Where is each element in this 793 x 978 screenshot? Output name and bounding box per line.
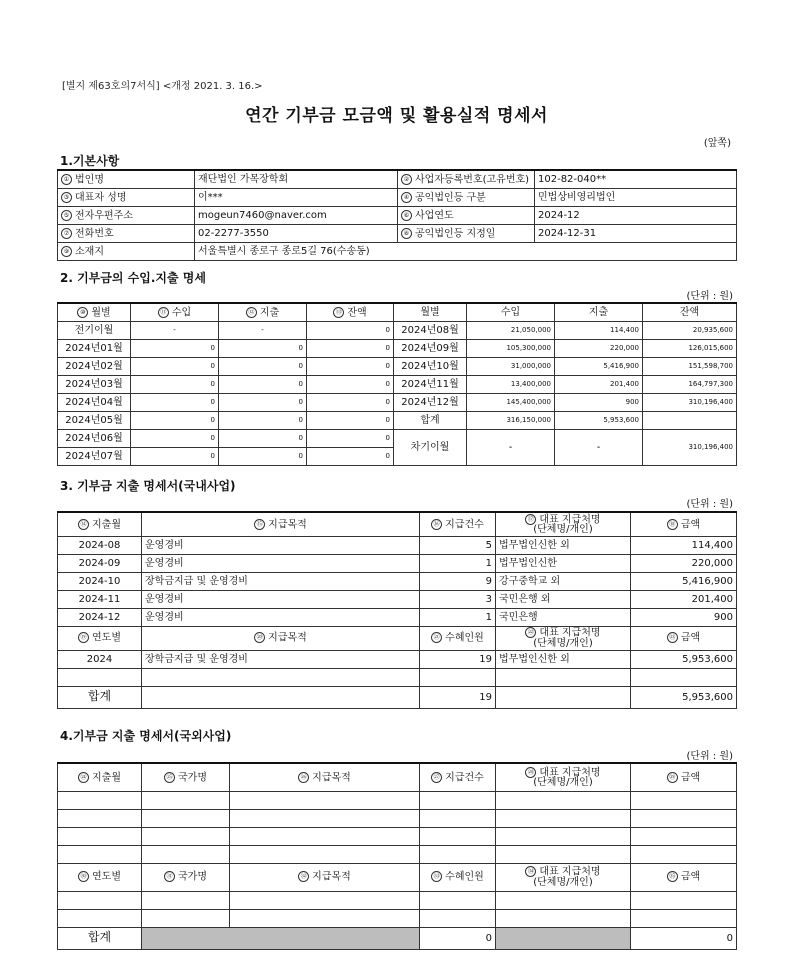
circled-number: ④ <box>401 192 412 203</box>
balance-cell: 310,196,400 <box>643 394 737 412</box>
month-cell: 2024-08 <box>58 536 142 554</box>
balance-cell: 0 <box>307 376 394 394</box>
expense-cell: 0 <box>219 430 307 448</box>
purpose-header <box>142 512 420 536</box>
circled-number: ㉗ <box>431 772 442 783</box>
month-cell: 2024년01월 <box>58 340 131 358</box>
balance-cell: 0 <box>307 322 394 340</box>
header-label: 지급건수 <box>445 772 484 783</box>
label-text: 사업자등록번호(고유번호) <box>415 174 530 186</box>
income-cell: - <box>467 430 555 466</box>
expense-cell: 900 <box>555 394 643 412</box>
overseas-expense-table <box>57 762 737 950</box>
circled-number: ② <box>401 174 412 185</box>
month-header <box>58 763 142 791</box>
amount-header <box>631 512 737 536</box>
recipient-cell: 국민은행 외 <box>496 590 631 608</box>
month-cell: 2024년04월 <box>58 394 131 412</box>
circled-number: ⑲ <box>78 632 89 643</box>
purpose-cell: 운영경비 <box>142 536 420 554</box>
year-header <box>58 863 142 891</box>
circled-number: ⑰ <box>525 514 536 525</box>
info-value: mogeun7460@naver.com <box>195 207 398 225</box>
circled-number: ㉛ <box>164 871 175 882</box>
info-row <box>58 207 737 225</box>
info-value: 재단법인 가목장학회 <box>195 170 398 189</box>
unit-label-4: (단위 : 원) <box>686 751 733 762</box>
circled-number: ㉓ <box>667 632 678 643</box>
country-header <box>142 863 230 891</box>
month-cell: 2024년05월 <box>58 412 131 430</box>
header-label: 금액 <box>680 519 701 530</box>
header-label: 대표 지급처명 <box>539 866 601 878</box>
header-label: 지출월 <box>92 772 121 783</box>
circled-number: ⑱ <box>667 519 678 530</box>
circled-number: ㉞ <box>525 866 536 877</box>
header-label: 금액 <box>680 632 701 644</box>
circled-number: ⑫ <box>246 307 257 318</box>
info-row <box>58 189 737 207</box>
amount-header <box>631 863 737 891</box>
empty-row <box>58 791 737 809</box>
income-cell: 0 <box>131 430 219 448</box>
income-cell: 316,150,000 <box>467 412 555 430</box>
header-label: 금액 <box>680 871 701 883</box>
empty-row <box>58 845 737 863</box>
header-row <box>58 303 737 322</box>
total-count: 19 <box>420 686 496 708</box>
amount-cell: 220,000 <box>631 554 737 572</box>
month-cell: 2024년09월 <box>394 340 467 358</box>
circled-number: ⑦ <box>61 228 72 239</box>
expense-row <box>58 554 737 572</box>
purpose-cell: 장학금지급 및 운영경비 <box>142 650 420 668</box>
header-row <box>58 626 737 650</box>
balance-header <box>307 303 394 322</box>
expense-header: 지출 <box>555 303 643 322</box>
label-text: 소재지 <box>75 246 104 258</box>
circled-number: ㉒ <box>525 627 536 638</box>
count-cell: 19 <box>420 650 496 668</box>
month-row <box>58 340 737 358</box>
income-cell: 105,300,000 <box>467 340 555 358</box>
info-label <box>58 207 195 225</box>
expense-cell: 0 <box>219 448 307 466</box>
info-label <box>398 170 535 189</box>
balance-header: 잔액 <box>643 303 737 322</box>
amount-cell: 5,953,600 <box>631 650 737 668</box>
header-label: 대표 지급처명 <box>539 627 601 639</box>
purpose-cell: 운영경비 <box>142 590 420 608</box>
label-text: 공익법인등 지정일 <box>415 228 496 240</box>
header-label: 지출월 <box>92 519 121 530</box>
document-title: 연간 기부금 모금액 및 활용실적 명세서 <box>245 106 548 126</box>
recipient-header <box>496 863 631 891</box>
header-label: 대표 지급처명 <box>539 767 601 778</box>
amount-header <box>631 626 737 650</box>
income-cell: 0 <box>131 340 219 358</box>
expense-cell: 201,400 <box>555 376 643 394</box>
beneficiary-header <box>420 863 496 891</box>
circled-number: ⑤ <box>61 210 72 221</box>
unit-label-2: (단위 : 원) <box>686 291 733 302</box>
balance-cell: 0 <box>307 412 394 430</box>
recipient-header <box>496 512 631 536</box>
month-cell: 2024-10 <box>58 572 142 590</box>
balance-cell: 20,935,600 <box>643 322 737 340</box>
purpose-cell: 운영경비 <box>142 554 420 572</box>
count-header <box>420 512 496 536</box>
count-header <box>420 763 496 791</box>
label-text: 대표자 성명 <box>75 192 127 204</box>
expense-cell: - <box>219 322 307 340</box>
month-cell: 2024년07월 <box>58 448 131 466</box>
shaded-cell <box>496 927 631 949</box>
expense-cell: 220,000 <box>555 340 643 358</box>
count-cell: 9 <box>420 572 496 590</box>
header-label: (단체명/개인) <box>533 777 593 788</box>
header-label: 연도별 <box>92 632 121 644</box>
expense-row <box>58 572 737 590</box>
month-header <box>58 303 131 322</box>
purpose-header <box>142 626 420 650</box>
total-row <box>58 927 737 949</box>
beneficiary-header <box>420 626 496 650</box>
circled-number: ⑳ <box>254 632 265 643</box>
total-amount: 0 <box>631 927 737 949</box>
header-label: 지급목적 <box>312 871 351 883</box>
label-text: 법인명 <box>75 174 104 186</box>
month-cell: 2024년02월 <box>58 358 131 376</box>
circled-number: ⑩ <box>77 307 88 318</box>
month-row <box>58 322 737 340</box>
amount-cell: 900 <box>631 608 737 626</box>
income-cell: 0 <box>131 394 219 412</box>
info-row <box>58 170 737 189</box>
info-value: 민법상비영리법인 <box>535 189 737 207</box>
total-count: 0 <box>420 927 496 949</box>
header-label: 금액 <box>680 772 701 783</box>
info-label <box>398 207 535 225</box>
month-header <box>58 512 142 536</box>
header-row <box>58 512 737 536</box>
shaded-cell <box>142 927 420 949</box>
income-header: 수입 <box>467 303 555 322</box>
info-value: 2024-12 <box>535 207 737 225</box>
income-cell: 0 <box>131 412 219 430</box>
circled-number: ③ <box>61 192 72 203</box>
expense-row <box>58 608 737 626</box>
header-label: 지급건수 <box>445 519 484 530</box>
recipient-cell: 강구중학교 외 <box>496 572 631 590</box>
header-label: (단체명/개인) <box>533 637 593 649</box>
balance-cell: 0 <box>307 358 394 376</box>
year-cell: 2024 <box>58 650 142 668</box>
form-number: [별지 제63호의7서식] <개정 2021. 3. 16.> <box>62 81 263 92</box>
month-cell: 2024-12 <box>58 608 142 626</box>
expense-cell: 0 <box>219 376 307 394</box>
expense-cell: 114,400 <box>555 322 643 340</box>
empty-row <box>58 827 737 845</box>
header-label: 수혜인원 <box>445 632 484 644</box>
header-label: 수혜인원 <box>445 871 484 883</box>
circled-number: ㉖ <box>298 772 309 783</box>
total-label: 합계 <box>58 927 142 949</box>
header-row <box>58 863 737 891</box>
circled-number: ⑭ <box>78 519 89 530</box>
country-header <box>142 763 230 791</box>
income-cell: 0 <box>131 376 219 394</box>
label-text: 전화번호 <box>75 228 114 240</box>
circled-number: ⑨ <box>61 246 72 257</box>
section1-title: 1.기본사항 <box>60 154 120 168</box>
year-row <box>58 650 737 668</box>
total-row <box>58 686 737 708</box>
empty-row <box>58 809 737 827</box>
circled-number: ⑬ <box>333 307 344 318</box>
empty-row <box>58 668 737 686</box>
empty-row <box>58 891 737 909</box>
header-label: 국가명 <box>178 871 207 883</box>
circled-number: ⑪ <box>158 307 169 318</box>
info-label <box>58 170 195 189</box>
info-row <box>58 225 737 243</box>
info-label <box>398 225 535 243</box>
balance-cell: 0 <box>307 340 394 358</box>
income-header <box>131 303 219 322</box>
circled-number: ㉑ <box>431 632 442 643</box>
header-label: 대표 지급처명 <box>539 514 601 525</box>
recipient-cell: 법무법인신한 외 <box>496 536 631 554</box>
section2-title: 2. 기부금의 수입.지출 명세 <box>60 271 206 285</box>
header-label: 수입 <box>171 307 192 319</box>
info-value: 이*** <box>195 189 398 207</box>
header-label: (단체명/개인) <box>533 524 593 535</box>
expense-cell: 0 <box>219 412 307 430</box>
income-expense-table <box>57 302 737 466</box>
count-cell: 3 <box>420 590 496 608</box>
month-row <box>58 430 737 448</box>
count-cell: 1 <box>420 554 496 572</box>
front-page-label: (앞쪽) <box>703 138 731 149</box>
recipient-header <box>496 763 631 791</box>
amount-header <box>631 763 737 791</box>
info-value: 02-2277-3550 <box>195 225 398 243</box>
header-label: (단체명/개인) <box>533 876 593 888</box>
month-cell: 2024-11 <box>58 590 142 608</box>
total-label: 합계 <box>58 686 142 708</box>
basic-info-table <box>57 169 737 261</box>
purpose-header <box>230 863 420 891</box>
amount-cell: 114,400 <box>631 536 737 554</box>
empty-row <box>58 909 737 927</box>
month-cell: 2024년12월 <box>394 394 467 412</box>
expense-cell: - <box>555 430 643 466</box>
month-cell: 2024년10월 <box>394 358 467 376</box>
balance-cell: 0 <box>307 430 394 448</box>
month-row <box>58 412 737 430</box>
circled-number: ㉕ <box>164 772 175 783</box>
count-cell: 1 <box>420 608 496 626</box>
info-row <box>58 243 737 261</box>
info-label <box>58 225 195 243</box>
circled-number: ⑮ <box>254 519 265 530</box>
amount-cell: 5,416,900 <box>631 572 737 590</box>
balance-cell: 151,598,700 <box>643 358 737 376</box>
circled-number: ㉜ <box>298 871 309 882</box>
income-cell: - <box>131 322 219 340</box>
info-label <box>58 189 195 207</box>
recipient-header <box>496 626 631 650</box>
expense-cell: 5,416,900 <box>555 358 643 376</box>
circled-number: ⑥ <box>401 210 412 221</box>
expense-row <box>58 536 737 554</box>
header-label: 국가명 <box>178 772 207 783</box>
recipient-cell: 법무법인신한 <box>496 554 631 572</box>
header-label: 지급목적 <box>268 632 307 644</box>
month-row <box>58 376 737 394</box>
total-amount: 5,953,600 <box>631 686 737 708</box>
recipient-cell: 국민은행 <box>496 608 631 626</box>
header-label: 지급목적 <box>268 519 307 530</box>
month-cell: 전기이월 <box>58 322 131 340</box>
label-text: 공익법인등 구분 <box>415 192 486 204</box>
info-value: 2024-12-31 <box>535 225 737 243</box>
header-label: 잔액 <box>347 307 367 319</box>
section4-title: 4.기부금 지출 명세서(국외사업) <box>60 729 232 743</box>
total-label: 합계 <box>394 412 467 430</box>
balance-cell: 0 <box>307 394 394 412</box>
income-cell: 0 <box>131 448 219 466</box>
month-cell: 2024년03월 <box>58 376 131 394</box>
income-cell: 0 <box>131 358 219 376</box>
balance-cell: 310,196,400 <box>643 430 737 466</box>
recipient-cell: 법무법인신한 외 <box>496 650 631 668</box>
domestic-expense-table <box>57 511 737 709</box>
label-text: 전자우편주소 <box>75 210 133 222</box>
header-label: 월별 <box>91 307 111 319</box>
header-label: 지출 <box>259 307 280 319</box>
expense-cell: 5,953,600 <box>555 412 643 430</box>
expense-cell: 0 <box>219 358 307 376</box>
label-text: 사업연도 <box>415 210 454 222</box>
income-cell: 13,400,000 <box>467 376 555 394</box>
purpose-cell: 운영경비 <box>142 608 420 626</box>
income-cell: 145,400,000 <box>467 394 555 412</box>
circled-number: ㉟ <box>667 871 678 882</box>
header-row <box>58 763 737 791</box>
month-row <box>58 394 737 412</box>
count-cell: 5 <box>420 536 496 554</box>
header-label: 지급목적 <box>312 772 351 783</box>
month-header: 월별 <box>394 303 467 322</box>
month-cell: 2024년08월 <box>394 322 467 340</box>
balance-cell: 164,797,300 <box>643 376 737 394</box>
year-header <box>58 626 142 650</box>
address-value: 서울특별시 종로구 종로5길 76(수송동) <box>195 243 737 261</box>
expense-cell: 0 <box>219 394 307 412</box>
income-cell: 31,000,000 <box>467 358 555 376</box>
circled-number: ㉙ <box>667 772 678 783</box>
section3-title: 3. 기부금 지출 명세서(국내사업) <box>60 479 236 493</box>
month-row <box>58 358 737 376</box>
carry-forward-label: 차기이월 <box>394 430 467 466</box>
month-cell: 2024년06월 <box>58 430 131 448</box>
expense-cell: 0 <box>219 340 307 358</box>
info-value: 102-82-040** <box>535 170 737 189</box>
amount-cell: 201,400 <box>631 590 737 608</box>
unit-label-3: (단위 : 원) <box>686 499 733 510</box>
expense-header <box>219 303 307 322</box>
income-cell: 21,050,000 <box>467 322 555 340</box>
circled-number: ⑧ <box>401 228 412 239</box>
info-label <box>398 189 535 207</box>
purpose-cell: 장학금지급 및 운영경비 <box>142 572 420 590</box>
balance-cell: 126,015,600 <box>643 340 737 358</box>
balance-cell: 0 <box>307 448 394 466</box>
month-cell: 2024-09 <box>58 554 142 572</box>
circled-number: ㉔ <box>78 772 89 783</box>
balance-cell <box>643 412 737 430</box>
circled-number: ㉝ <box>431 871 442 882</box>
header-label: 연도별 <box>92 871 121 883</box>
circled-number: ㉚ <box>78 871 89 882</box>
circled-number: ① <box>61 174 72 185</box>
circled-number: ⑯ <box>431 519 442 530</box>
month-cell: 2024년11월 <box>394 376 467 394</box>
expense-row <box>58 590 737 608</box>
info-label <box>58 243 195 261</box>
purpose-header <box>230 763 420 791</box>
circled-number: ㉘ <box>525 767 536 778</box>
